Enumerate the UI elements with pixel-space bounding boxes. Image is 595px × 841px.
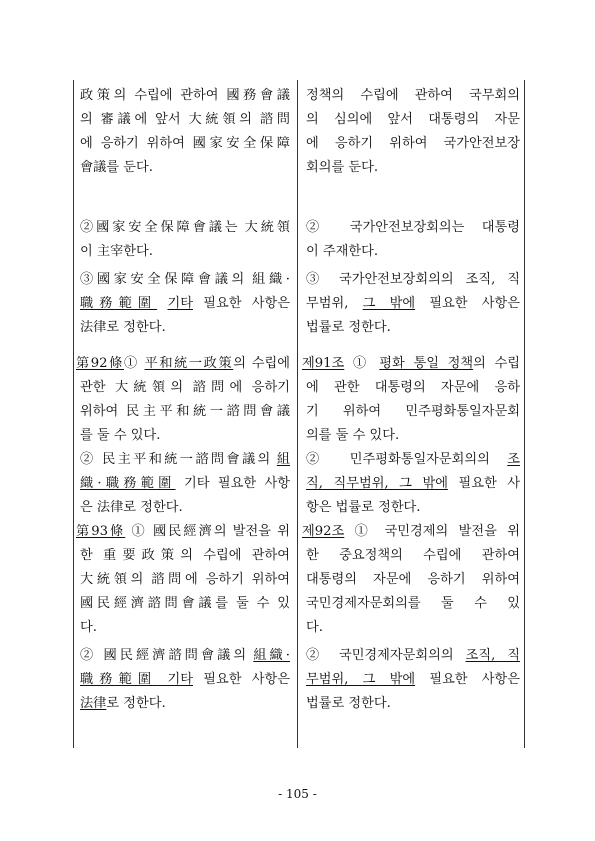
- left-p1-line3: 에 응하기 위하여 國家安全保障: [80, 136, 290, 151]
- left-art92p2-term2: 織·職務範圍: [80, 476, 176, 491]
- left-art92p2-text: ② 民主平和統一諮問會議의: [80, 452, 277, 467]
- left-p3-text: 필요한 사항은: [203, 296, 290, 311]
- right-art91-line2: 에 관한 대통령의 자문에 응하: [306, 380, 520, 395]
- right-border-rule: [524, 80, 525, 748]
- center-divider-rule: [297, 80, 298, 748]
- left-art92-num: ①: [123, 356, 145, 371]
- left-art93-line1: [76, 520, 290, 544]
- right-art91-line3: 기 위하여 민주평화통일자문회: [306, 404, 520, 419]
- right-art92-line3: 대통령의 자문에 응하기 위하여: [306, 572, 520, 587]
- right-p3-text: 무범위,: [306, 296, 363, 311]
- left-art93p2-term2: 職務範圍: [80, 672, 158, 687]
- left-art93p2-term4: 法律: [80, 696, 107, 711]
- right-art91-heading: 제91조: [302, 356, 345, 371]
- left-p3-line3: 法律로 정한다.: [80, 320, 166, 335]
- left-art92-line4: 를 둘 수 있다.: [80, 428, 161, 443]
- left-art93-text: ① 國民經濟의 발전을 위: [131, 524, 290, 539]
- left-art92p2-text2: 기타 필요한 사항: [175, 476, 290, 491]
- right-art92p2-text2: 필요한 사항은: [415, 672, 520, 687]
- left-p1-line4: 會議를 둔다.: [80, 160, 153, 175]
- right-art91p2-text2: 필요한 사: [447, 476, 521, 491]
- right-p1-line2: 의 심의에 앞서 대통령의 자문: [306, 112, 520, 127]
- left-art93p2-line3: [80, 692, 290, 716]
- right-p1-line1: 정책의 수립에 관하여 국무회의: [306, 88, 520, 103]
- left-art93-heading: 第93條: [76, 524, 126, 539]
- left-art92p2-term: 組: [276, 452, 290, 467]
- left-p3-line1: ③國家安全保障會議의 組織·: [80, 272, 290, 287]
- left-art92p2-line3: 은 法律로 정한다.: [80, 500, 183, 515]
- right-art92-heading: 제92조: [302, 524, 345, 539]
- left-art93p2-text: ② 國民經濟諮問會議의: [80, 648, 254, 663]
- left-art92p2-line1: [80, 448, 290, 472]
- right-p1-line3: 에 응하기 위하여 국가안전보장: [306, 136, 520, 151]
- left-p3-line2: [80, 292, 290, 316]
- left-p2-line1: ②國家安全保障會議는 大統領: [80, 220, 290, 235]
- right-art92-line1: [302, 520, 520, 544]
- right-p3-line2: [306, 292, 520, 316]
- left-art92-heading: 第92條: [76, 356, 124, 371]
- right-p2-line1: ② 국가안전보장회의는 대통령: [306, 220, 520, 235]
- right-art91-line1: [302, 352, 520, 376]
- right-art92p2-term: 조직, 직: [465, 648, 520, 663]
- right-art92p2-text: ② 국민경제자문회의의: [306, 648, 466, 663]
- right-art91p2-term: 조: [507, 452, 520, 467]
- left-art92-line1: [76, 352, 290, 376]
- right-art92-line4: 국민경제자문회의를 둘 수 있: [306, 596, 520, 611]
- right-art92-line5: 다.: [306, 620, 323, 635]
- left-column-old-text: [76, 84, 291, 716]
- right-p3-text2: 필요한 사항은: [415, 296, 520, 311]
- left-p3-term-scope: 職務範圍: [80, 296, 158, 311]
- right-art91-line4: 의를 둘 수 있다.: [306, 428, 400, 443]
- right-art92p2-line2: [306, 668, 520, 692]
- left-art92-term: 平和統一政策: [144, 356, 234, 371]
- left-art93-line4: 國民經濟諮問會議를 둘 수 있: [80, 596, 290, 611]
- left-art93p2-line2: [80, 668, 290, 692]
- right-art92-line2: 한 중요정책의 수립에 관하여: [306, 548, 520, 563]
- left-border-rule: [73, 80, 74, 748]
- right-p3-term: 그 밖에: [362, 296, 416, 311]
- right-p2-line2: 이 주재한다.: [306, 244, 379, 259]
- left-art93p2-line1: [80, 644, 290, 668]
- left-p3-term-other: 기타: [167, 296, 193, 311]
- page-number: - 105 -: [278, 787, 317, 801]
- left-art93p2-text2: 필요한 사항은: [192, 672, 291, 687]
- left-art92-line3: 위하여 民主平和統一諮問會議: [80, 404, 290, 419]
- right-p3-line3: 법률로 정한다.: [306, 320, 391, 335]
- right-art91p2-text: ② 민주평화통일자문회의의: [306, 452, 508, 467]
- left-p2-line2: 이 主宰한다.: [80, 244, 153, 259]
- left-p1-line1: 政策의 수립에 관하여 國務會議: [80, 88, 290, 103]
- left-art93-line3: 大統領의 諮問에 응하기 위하여: [80, 572, 290, 587]
- right-art91-num: ①: [344, 356, 380, 371]
- right-art92p2-line1: [306, 644, 520, 668]
- left-art93-line5: 다.: [80, 620, 97, 635]
- right-art92p2-term2: 무범위, 그 밖에: [306, 672, 416, 687]
- left-p1-line2: 의 審議에 앞서 大統領의 諮問: [80, 112, 290, 127]
- right-p1-line4: 회의를 둔다.: [306, 160, 379, 175]
- right-art91p2-term2: 직, 직무범위, 그 밖에: [306, 476, 448, 491]
- left-art93p2-term3: 기타: [157, 672, 193, 687]
- right-p3-line1: ③ 국가안전보장회의의 조직, 직: [306, 272, 520, 287]
- left-art92-text: 의 수립에: [233, 356, 290, 371]
- right-art92p2-line3: 법률로 정한다.: [306, 696, 391, 711]
- right-column-new-text: [302, 84, 521, 716]
- right-art91-text: 의 수립: [473, 356, 520, 371]
- left-art92p2-line2: [80, 472, 290, 496]
- left-art93p2-text3: 로 정한다.: [106, 696, 166, 711]
- right-art92-text: ① 국민경제의 발전을 위: [344, 524, 520, 539]
- left-art93-line2: 한 重要政策의 수립에 관하여: [80, 548, 290, 563]
- right-art91p2-line2: [306, 472, 520, 496]
- right-art91-term: 평화 통일 정책: [379, 356, 474, 371]
- left-art92-line2: 관한 大統領의 諮問에 응하기: [80, 380, 290, 395]
- left-art93p2-term: 組織·: [253, 648, 290, 663]
- right-art91p2-line1: [306, 448, 520, 472]
- right-art91p2-line3: 항은 법률로 정한다.: [306, 500, 421, 515]
